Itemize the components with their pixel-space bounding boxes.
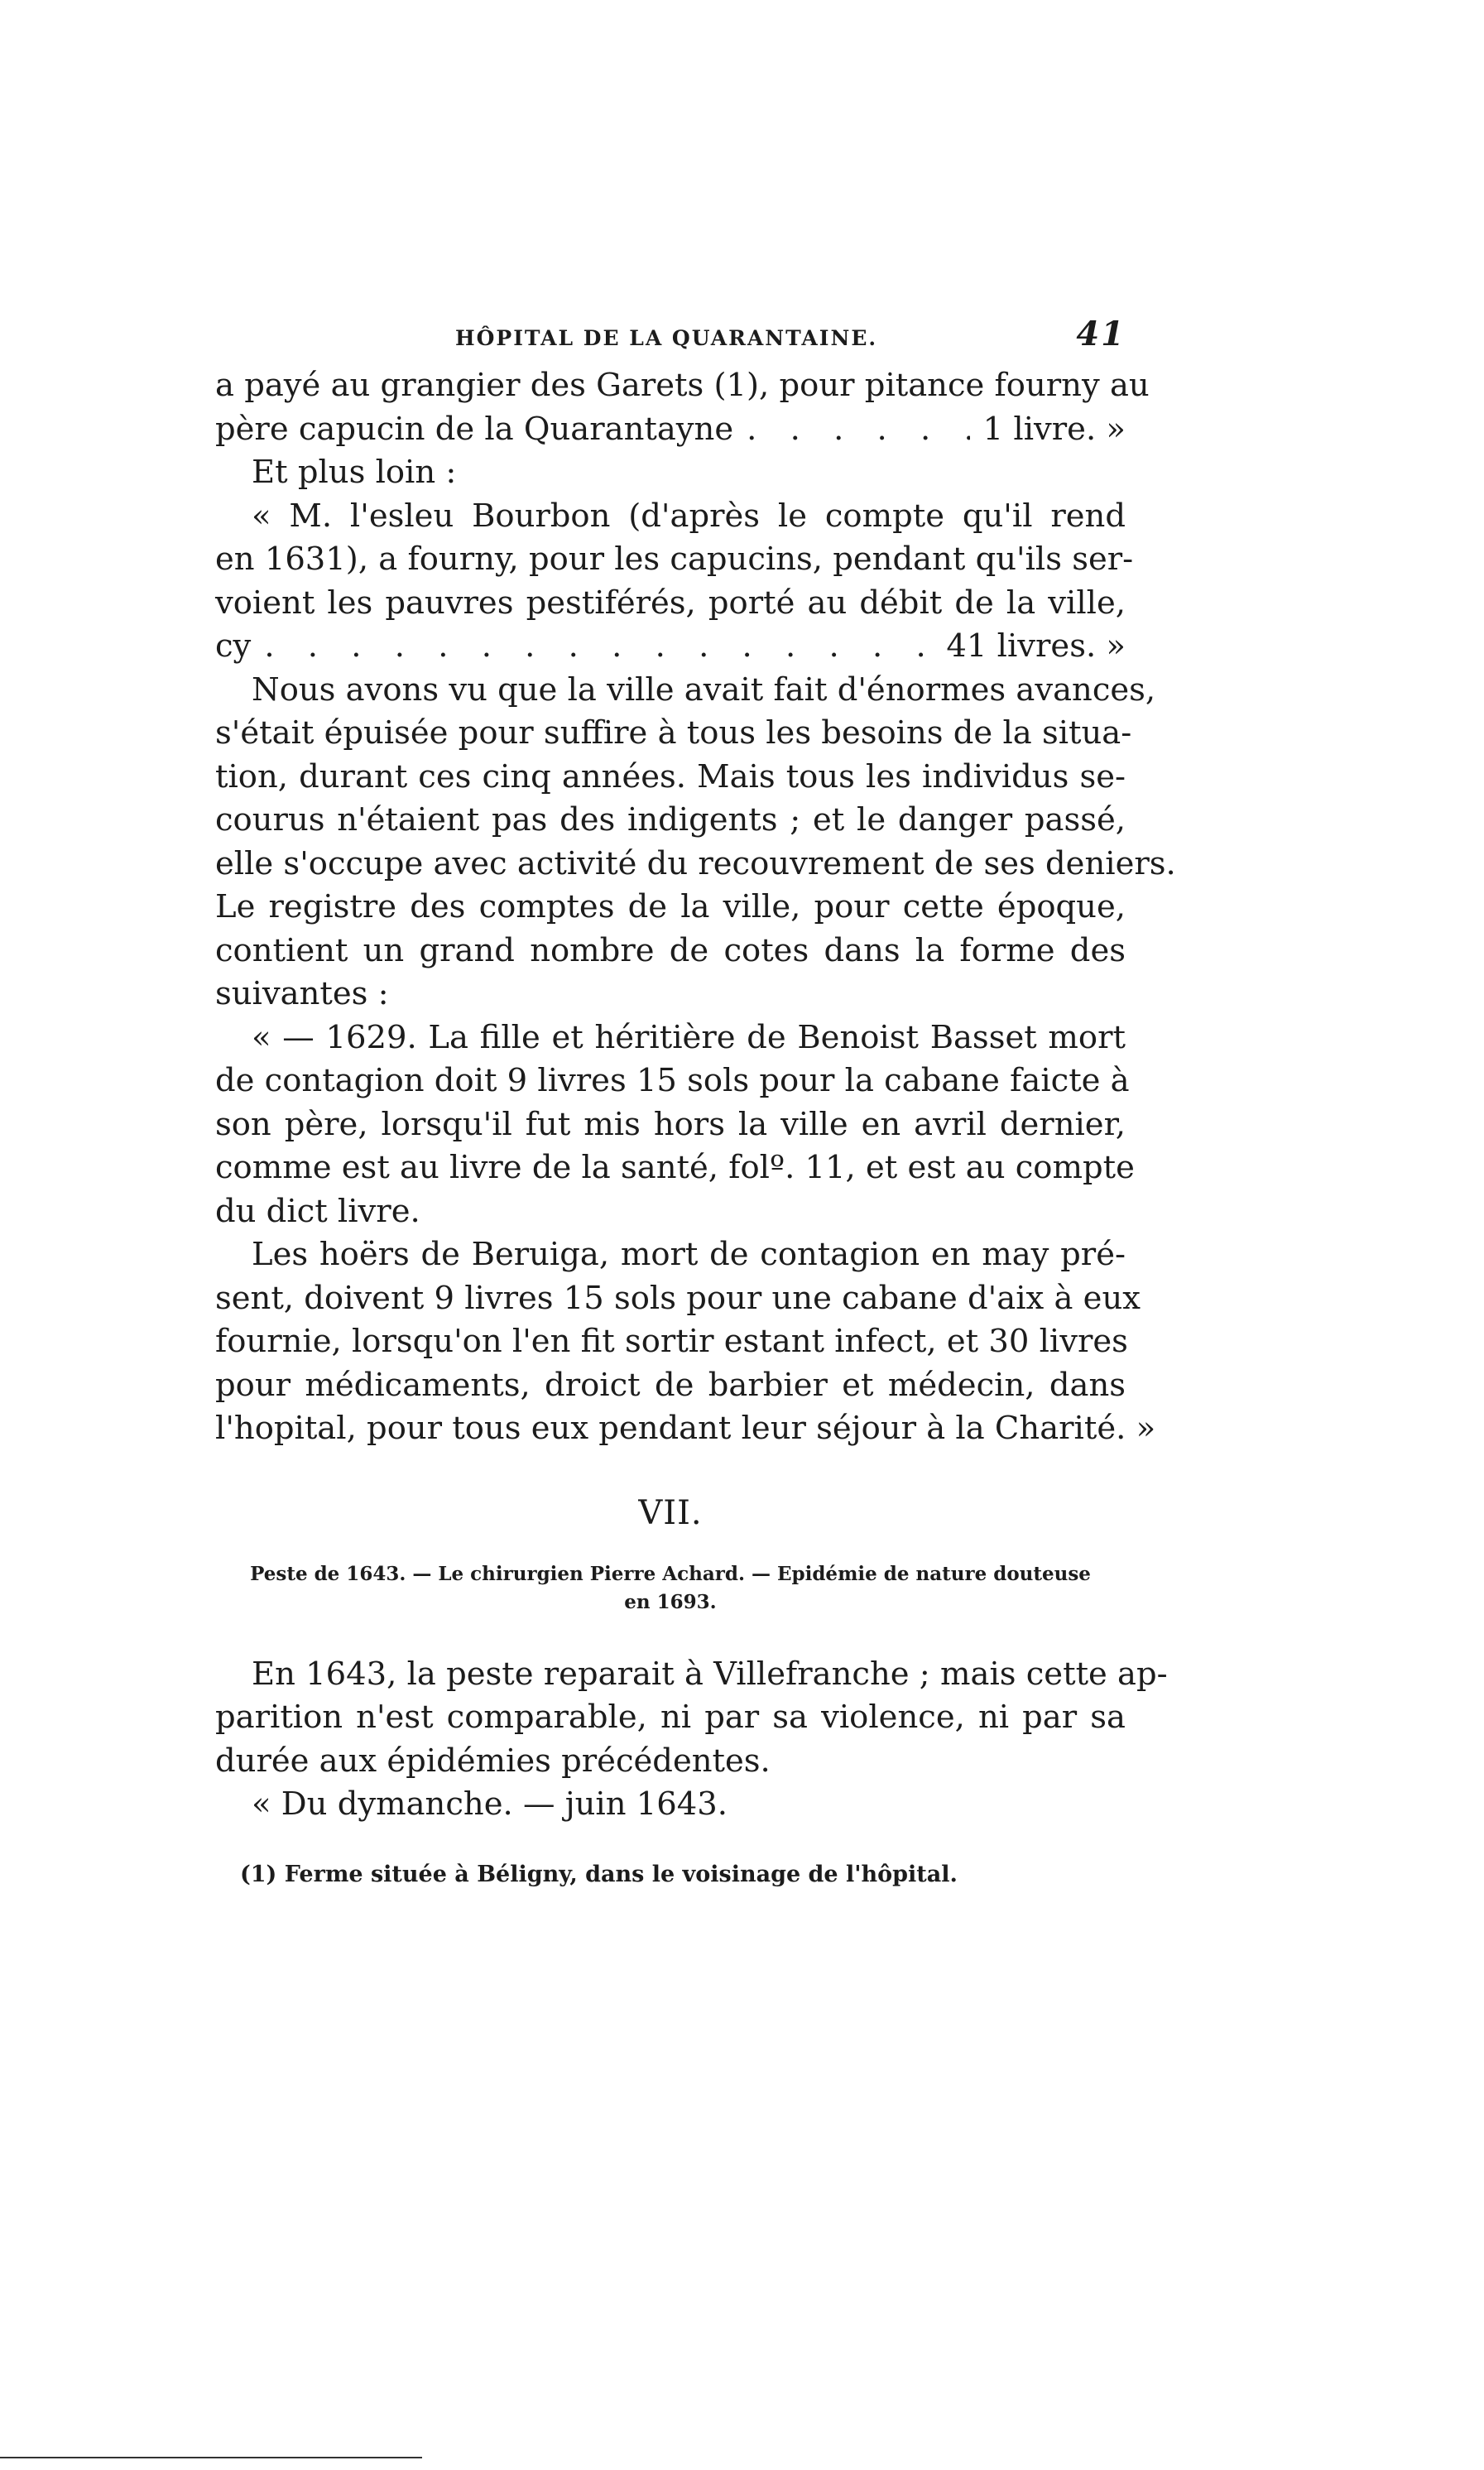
section-heading: VII. xyxy=(638,1493,703,1532)
text-line: durée aux épidémies précédentes. xyxy=(215,1742,771,1780)
text-line-label: cy xyxy=(215,627,252,665)
text-line: « M. l'esleu Bourbon (d'après le compte qu'il rend xyxy=(252,497,1126,535)
body-text xyxy=(215,364,1176,1451)
text-line: Nous avons vu que la ville avait fait d'énormes avances, xyxy=(252,670,1156,709)
text-line-amount: 41 livres. » xyxy=(946,627,1126,665)
text-line: « — 1629. La fille et héritière de Benoist Basset mort xyxy=(252,1018,1126,1056)
text-line: tion, durant ces cinq années. Mais tous les individus se- xyxy=(215,757,1126,795)
paragraph xyxy=(215,1233,1156,1451)
text-line: de contagion doit 9 livres 15 sols pour la cabane faicte à xyxy=(215,1062,1130,1099)
text-line: suivantes : xyxy=(215,975,389,1012)
text-line: sent, doivent 9 livres 15 sols pour une cabane d'aix à eux xyxy=(215,1279,1141,1317)
paragraph xyxy=(215,495,1134,669)
text-line: contient un grand nombre de cotes dans la forme des xyxy=(215,931,1126,969)
section-summary-line: Peste de 1643. — Le chirurgien Pierre Achard. — Epidémie de nature douteuse xyxy=(250,1562,1091,1585)
section-summary xyxy=(215,1560,1126,1617)
footnote: (1) Ferme située à Béligny, dans le voisinage de l'hôpital. xyxy=(240,1861,958,1887)
text-line: son père, lorsqu'il fut mis hors la ville en avril dernier, xyxy=(215,1105,1126,1143)
dot-leaders xyxy=(747,408,970,452)
paragraph xyxy=(215,364,1150,451)
dot-leaders xyxy=(264,625,933,669)
text-line: Le registre des comptes de la ville, pour cette époque, xyxy=(215,888,1126,925)
text-line: comme est au livre de la santé, folº. 11, et est au compte xyxy=(215,1149,1135,1186)
paragraph xyxy=(215,1653,1168,1784)
text-line: parition n'est comparable, ni par sa violence, ni par sa xyxy=(215,1699,1126,1736)
text-line: En 1643, la peste reparait à Villefranche ; mais cette ap- xyxy=(252,1655,1168,1693)
text-line: courus n'étaient pas des indigents ; et le danger passé, xyxy=(215,801,1126,839)
paragraph xyxy=(215,451,1126,495)
paragraph xyxy=(215,669,1176,1016)
text-line: pour médicaments, droict de barbier et médecin, dans xyxy=(215,1366,1126,1404)
text-line: en 1631), a fourny, pour les capucins, pendant qu'ils ser- xyxy=(215,541,1134,578)
body-text xyxy=(215,1653,1168,1827)
text-line: voient les pauvres pestiférés, porté au débit de la ville, xyxy=(215,584,1126,622)
text-line: a payé au grangier des Garets (1), pour pitance fourny au xyxy=(215,367,1150,404)
book-page xyxy=(215,315,1176,1890)
text-line-amount: 1 livre. » xyxy=(982,410,1126,448)
text-line-label: père capucin de la Quarantayne xyxy=(215,410,734,448)
text-line-with-leaders xyxy=(215,408,1126,452)
running-head xyxy=(215,315,1126,364)
text-line: « Du dymanche. — juin 1643. xyxy=(252,1785,728,1823)
running-head-title: HÔPITAL DE LA QUARANTAINE. xyxy=(455,326,878,350)
text-line: fournie, lorsqu'on l'en fit sortir estant infect, et 30 livres xyxy=(215,1323,1128,1360)
paragraph xyxy=(215,1016,1135,1234)
text-line: l'hopital, pour tous eux pendant leur séjour à la Charité. » xyxy=(215,1410,1156,1447)
text-line: Et plus loin : xyxy=(252,454,457,491)
text-line-with-leaders xyxy=(215,625,1126,669)
text-line: du dict livre. xyxy=(215,1192,420,1230)
section-summary-line: en 1693. xyxy=(624,1590,717,1613)
paragraph xyxy=(215,1783,1126,1827)
bottom-rule xyxy=(0,2457,422,2458)
page-number: 41 xyxy=(1076,315,1126,353)
text-line: Les hoërs de Beruiga, mort de contagion en may pré- xyxy=(252,1236,1126,1273)
text-line: elle s'occupe avec activité du recouvrement de ses deniers. xyxy=(215,844,1176,882)
text-line: s'était épuisée pour suffire à tous les besoins de la situa- xyxy=(215,714,1132,752)
